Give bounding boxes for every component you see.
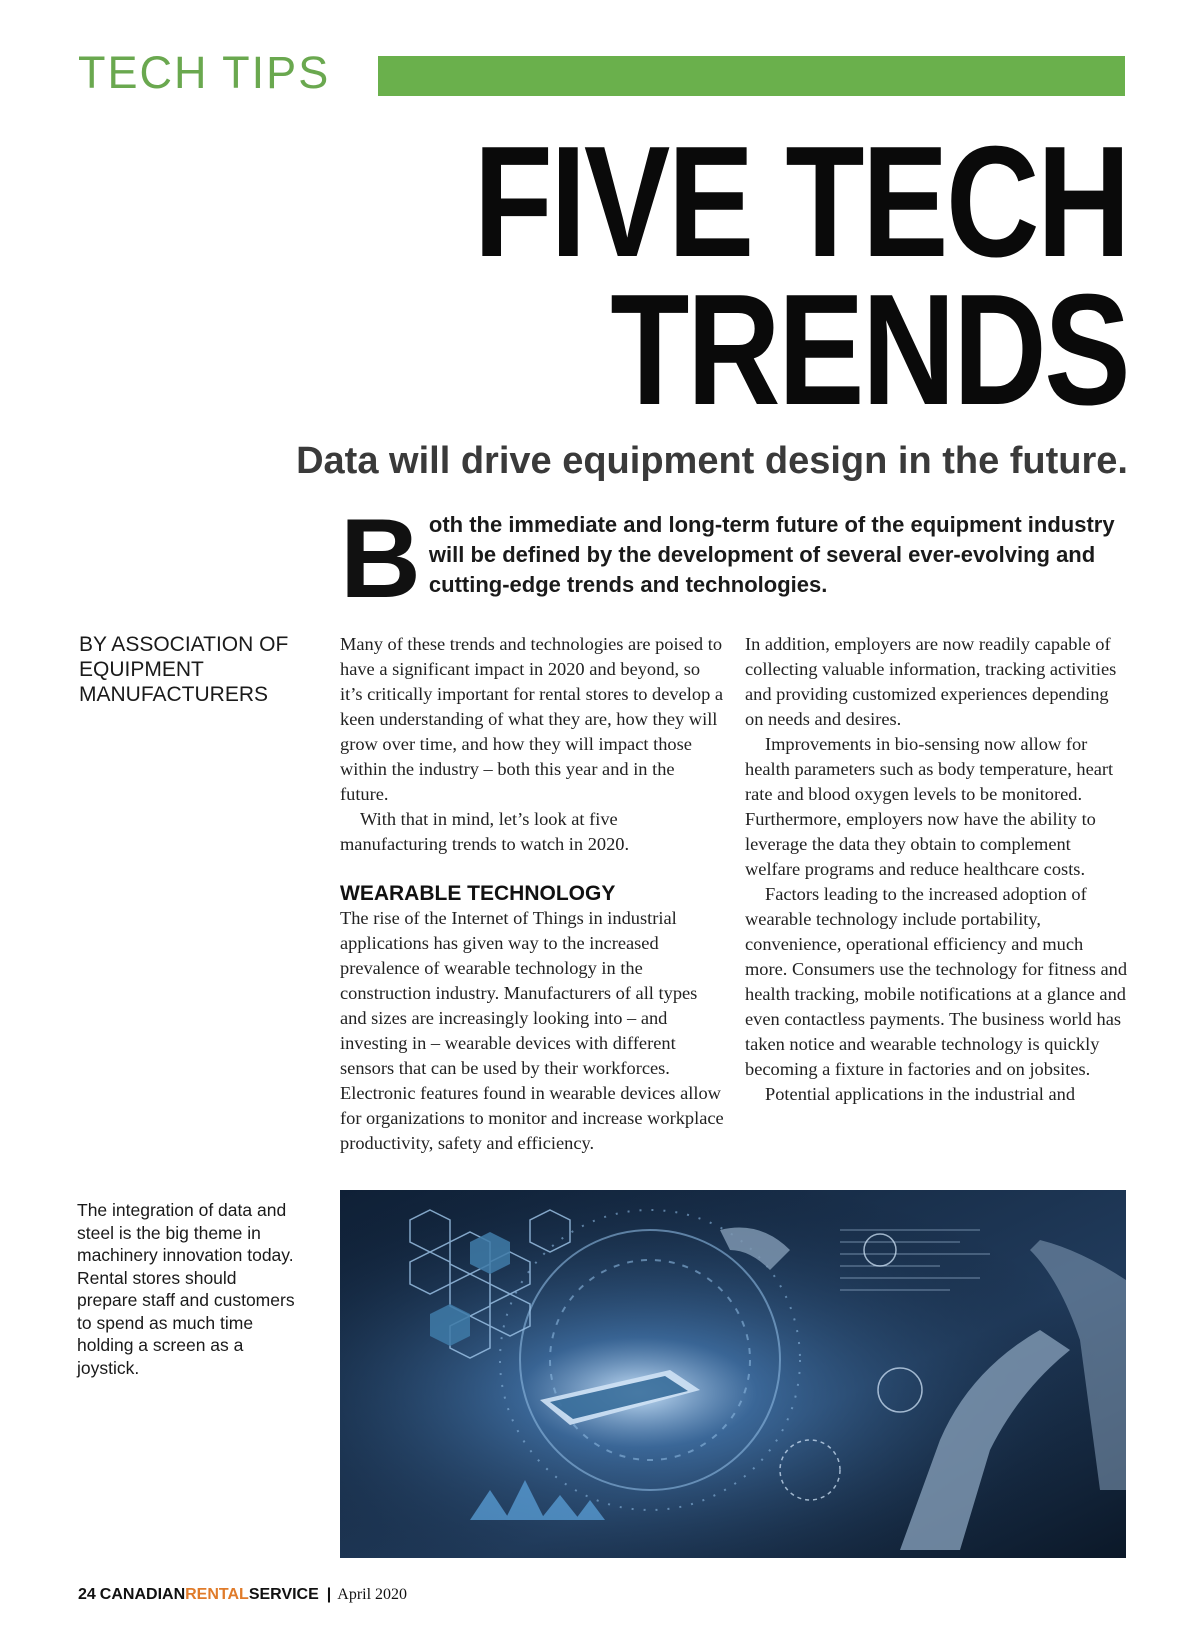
subhead-wearable-technology: WEARABLE TECHNOLOGY	[340, 882, 616, 905]
body-paragraph: The rise of the Internet of Things in industrial applications has given way to the increased prevalence of wearable technology in the construction industry. Manufacturers of all types and sizes are increasingly looking into – and investing in – wearable devices with different sensors that can be used by their workforces. Electronic features found in wearable devices allow for organizations to monitor and increase workplace productivity, safety and efficiency.	[340, 908, 724, 1153]
body-paragraph: Factors leading to the increased adoption of wearable technology include portability, convenience, operational efficiency and much more. Consumers use the technology for fitness and health tracking, mobile notifications at a glance and even contactless payments. The business world has taken notice and wearable technology is quickly becoming a fixture in factories and on jobsites.	[745, 884, 1128, 1079]
photo-caption: The integration of data and steel is the big theme in machinery innovation today. Rental stores should prepare staff and customers to spend as much time holding a screen as a joystick.	[77, 1200, 295, 1378]
intro-paragraph	[340, 496, 1130, 621]
issue-date: April 2020	[337, 1586, 408, 1603]
headline	[473, 114, 1128, 438]
feature-photo	[340, 1190, 1126, 1558]
industrial-tech-illustration	[340, 1190, 1126, 1558]
body-paragraph: Improvements in bio-sensing now allow for health parameters such as body temperature, heart rate and blood oxygen levels to be monitored. Furthermore, employers now have the ability to leverage the data they obtain to complement welfare programs and reduce healthcare costs.	[745, 734, 1114, 879]
body-paragraph: With that in mind, let’s look at five manufacturing trends to watch in 2020.	[340, 809, 630, 854]
body-paragraph: In addition, employers are now readily capable of collecting valuable information, tracking activities and providing customized experiences depending on needs and desires.	[745, 634, 1117, 729]
section-label: TECH TIPS	[78, 47, 331, 98]
body-paragraph: Potential applications in the industrial and	[765, 1084, 1076, 1104]
magazine-name-part-3: SERVICE	[248, 1586, 319, 1603]
headline-line-2: TRENDS	[610, 262, 1128, 438]
deck: Data will drive equipment design in the future.	[296, 440, 1128, 482]
footer-separator: |	[326, 1586, 332, 1603]
body-paragraph: Many of these trends and technologies are poised to have a significant impact in 2020 and beyond, so it’s critically important for rental stores to develop a keen understanding of what they are, how they will grow over time, and how they will impact those within the industry – both this year and in the future.	[340, 634, 724, 804]
intro-text: oth the immediate and long-term future of the equipment industry will be defined by the development of several ever-evolving and cutting-edge trends and technologies.	[428, 512, 1115, 597]
headline-line-1: FIVE TECH	[473, 114, 1128, 290]
magazine-name-part-2: RENTAL	[185, 1586, 249, 1603]
page-number: 24	[78, 1586, 96, 1603]
section-bar	[378, 56, 1125, 96]
body-column-2	[745, 632, 1130, 1107]
drop-cap: B	[340, 496, 421, 621]
body-column-1	[340, 632, 725, 1156]
page-footer	[78, 1586, 407, 1604]
byline: BY ASSOCIATION OF EQUIPMENT MANUFACTURERS	[79, 633, 289, 706]
magazine-name-part-1: CANADIAN	[99, 1586, 186, 1603]
